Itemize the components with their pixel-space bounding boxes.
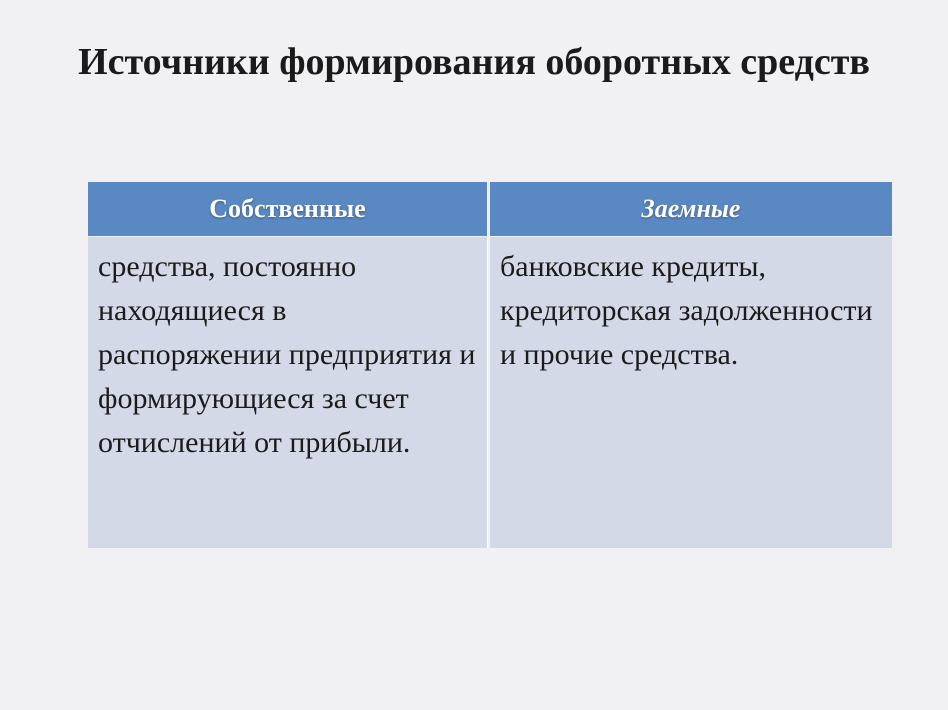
table-header-row: [88, 182, 892, 236]
header-own-funds: Собственные: [88, 182, 488, 236]
sources-table: [88, 182, 892, 548]
cell-borrowed-funds-description: банковские кредиты, кредиторская задолженности и прочие средства.: [490, 237, 892, 548]
table-row: [88, 237, 892, 548]
header-borrowed-funds: Заемные: [490, 182, 892, 236]
cell-own-funds-description: средства, постоянно находящиеся в распоряжении предприятия и формирующиеся за счет отчислений от прибыли.: [88, 237, 488, 548]
page-title: Источники формирования оборотных средств: [78, 41, 870, 83]
